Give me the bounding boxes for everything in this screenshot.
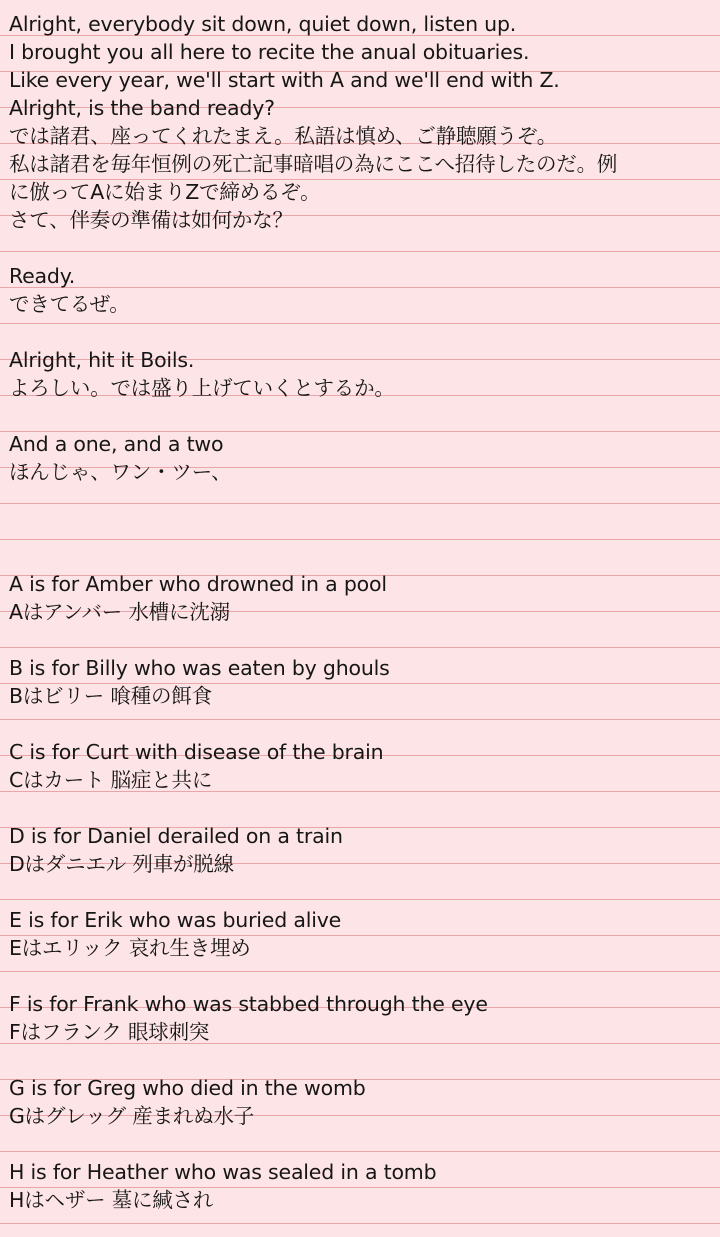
text-line: Fはフランク 眼球刺突 bbox=[9, 1020, 210, 1044]
blank-line bbox=[9, 878, 715, 906]
note-body[interactable] bbox=[9, 10, 715, 1214]
text-line: では諸君、座ってくれたまえ。私語は慎め、ご静聴願うぞ。 bbox=[9, 124, 558, 148]
text-line: A is for Amber who drowned in a pool bbox=[9, 572, 387, 596]
text-line: F is for Frank who was stabbed through the eye bbox=[9, 992, 488, 1016]
text-line: C is for Curt with disease of the brain bbox=[9, 740, 384, 764]
text-line: Aはアンバー 水槽に沈溺 bbox=[9, 600, 230, 624]
blank-line bbox=[9, 402, 715, 430]
text-line: よろしい。では盛り上げていくとするか。 bbox=[9, 376, 395, 400]
blank-line bbox=[9, 794, 715, 822]
blank-line bbox=[9, 486, 715, 514]
text-line: ほんじゃ、ワン・ツー、 bbox=[9, 460, 232, 484]
text-line: H is for Heather who was sealed in a tomb bbox=[9, 1160, 437, 1184]
blank-line bbox=[9, 1046, 715, 1074]
text-line: B is for Billy who was eaten by ghouls bbox=[9, 656, 390, 680]
text-line: できてるぜ。 bbox=[9, 292, 130, 316]
text-line: Alright, everybody sit down, quiet down, listen up. bbox=[9, 12, 517, 36]
text-line: Dはダニエル 列車が脱線 bbox=[9, 852, 234, 876]
blank-line bbox=[9, 710, 715, 738]
blank-line bbox=[9, 234, 715, 262]
blank-line bbox=[9, 514, 715, 542]
text-line: Gはグレッグ 産まれぬ水子 bbox=[9, 1104, 255, 1128]
blank-line bbox=[9, 542, 715, 570]
blank-line bbox=[9, 1130, 715, 1158]
text-line: 私は諸君を毎年恒例の死亡記事暗唱の為にここへ招待したのだ。例 bbox=[9, 152, 618, 176]
text-line: D is for Daniel derailed on a train bbox=[9, 824, 343, 848]
text-line: さて、伴奏の準備は如何かな？ bbox=[9, 208, 293, 232]
text-line: Alright, is the band ready? bbox=[9, 96, 275, 120]
text-line: Like every year, we'll start with A and we'll end with Z. bbox=[9, 68, 560, 92]
text-line: G is for Greg who died in the womb bbox=[9, 1076, 366, 1100]
blank-line bbox=[9, 626, 715, 654]
blank-line bbox=[9, 318, 715, 346]
text-line: Ready. bbox=[9, 264, 76, 288]
text-line: に倣ってAに始まりZで締めるぞ。 bbox=[9, 180, 321, 204]
text-line: Hはヘザー 墓に緘され bbox=[9, 1188, 214, 1212]
text-line: I brought you all here to recite the anual obituaries. bbox=[9, 40, 530, 64]
blank-line bbox=[9, 962, 715, 990]
text-line: Bはビリー 喰種の餌食 bbox=[9, 684, 212, 708]
text-line: E is for Erik who was buried alive bbox=[9, 908, 342, 932]
text-line: And a one, and a two bbox=[9, 432, 224, 456]
text-line: Eはエリック 哀れ生き埋め bbox=[9, 936, 251, 960]
text-line: Cはカート 脳症と共に bbox=[9, 768, 213, 792]
text-line: Alright, hit it Boils. bbox=[9, 348, 195, 372]
